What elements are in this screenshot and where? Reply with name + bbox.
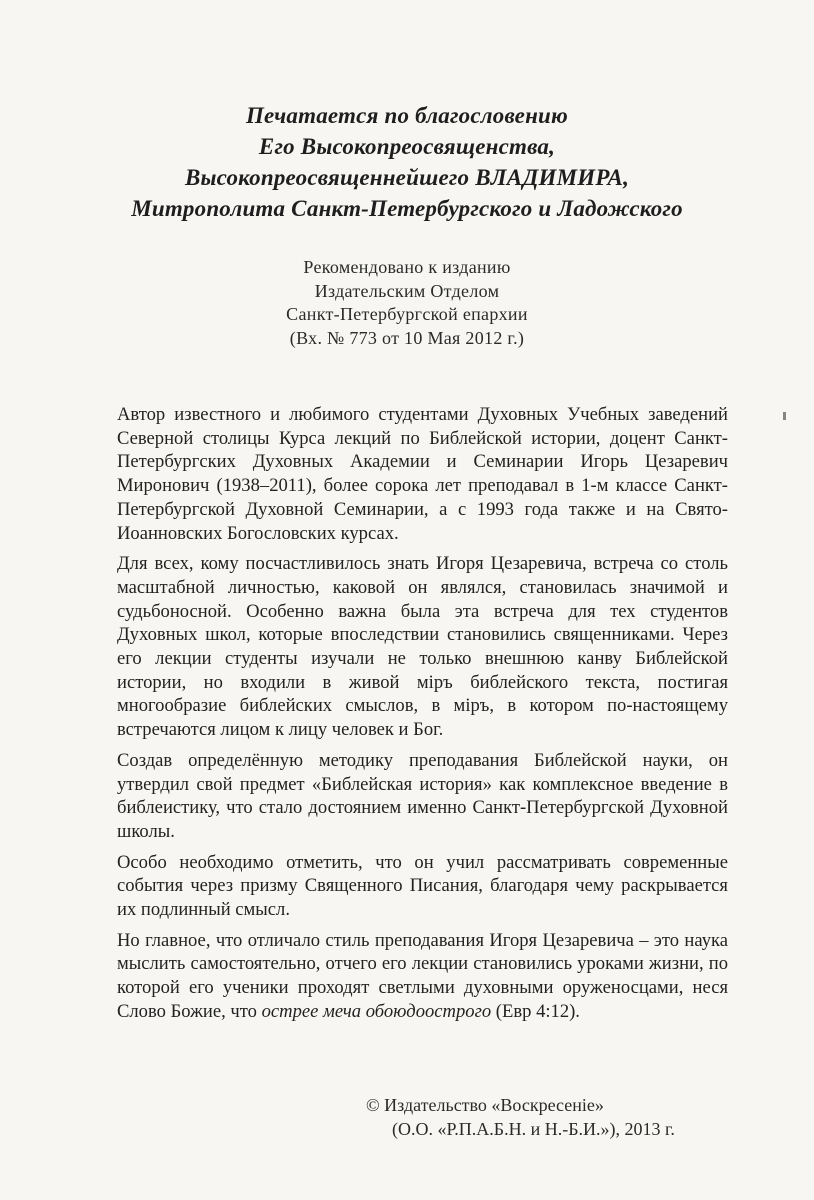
copyright-line-1: © Издательство «Воскресеніе»: [366, 1095, 604, 1115]
paragraph-3: Создав определённую методику преподавания Библейской науки, он утвердил свой предмет «Библейская история» как комплексное введение в библеистику, что стало достоянием именно Санкт-Петербургской Духовной школы.: [117, 749, 728, 842]
blessing-line-1: Печатается по благословению: [245, 103, 569, 128]
recommendation-line-4: (Вх. № 773 от 10 Мая 2012 г.): [289, 327, 525, 348]
scripture-quote: острее меча обоюдоострого: [261, 1000, 492, 1022]
paragraph-5: [117, 929, 728, 1024]
paragraph-1: Автор известного и любимого студентами Духовных Учебных заведений Северной столицы Курса лекций по Библейской истории, доцент Санкт-Петербургских Духовных Академии и Семинарии Игорь Цезаревич Миронович (1938–2011), более сорока лет преподавал в 1-м классе Санкт-Петербургской Духовной Семинарии, а с 1993 года также и на Свято-Иоанновских Богословских курсах.: [117, 404, 728, 544]
body-text: [117, 403, 728, 1031]
copyright-block: [366, 1093, 675, 1141]
recommendation-line-3: Санкт-Петербургской епархии: [286, 304, 528, 324]
blessing-line-2: Его Высокопреосвященства,: [258, 134, 556, 159]
margin-mark: [783, 412, 786, 420]
scripture-reference: (Евр 4:12).: [491, 1000, 580, 1022]
copyright-line-2: (О.О. «Р.П.А.Б.Н. и Н.-Б.И.»), 2013 г.: [392, 1119, 675, 1139]
recommendation-line-2: Издательским Отделом: [314, 280, 500, 301]
blessing-line-4: Митрополита Санкт-Петербургского и Ладожского: [131, 196, 683, 221]
paragraph-5-start: Но главное, что отличало стиль преподавания Игоря Цезаревича – это наука мыслить самостоятельно, отчего его лекции становились уроками жизни, по которой его ученики проходят светлыми духовными оруженосцами, неся Слово Божие, что: [117, 929, 728, 1022]
paragraph-4: Особо необходимо отметить, что он учил рассматривать современные события через призму Священного Писания, благодаря чему раскрывается их подлинный смысл.: [117, 851, 728, 921]
paragraph-2: Для всех, кому посчастливилось знать Игоря Цезаревича, встреча со столь масштабной личностью, каковой он являлся, становилась значимой и судьбоносной. Особенно важна была эта встреча для тех студентов Духовных школ, которые впоследствии становились священниками. Через его лекции студенты изучали не только внешнюю канву Библейской истории, но входили в живой міръ библейского текста, постигая многообразие библейских смыслов, в міръ, в котором по-настоящему встречаются лицом к лицу человек и Бог.: [117, 553, 728, 741]
blessing-block: [80, 100, 734, 224]
recommendation-block: [180, 256, 634, 350]
recommendation-line-1: Рекомендовано к изданию: [303, 257, 511, 277]
blessing-line-3: Высокопреосвященнейшего ВЛАДИМИРА,: [184, 165, 630, 190]
